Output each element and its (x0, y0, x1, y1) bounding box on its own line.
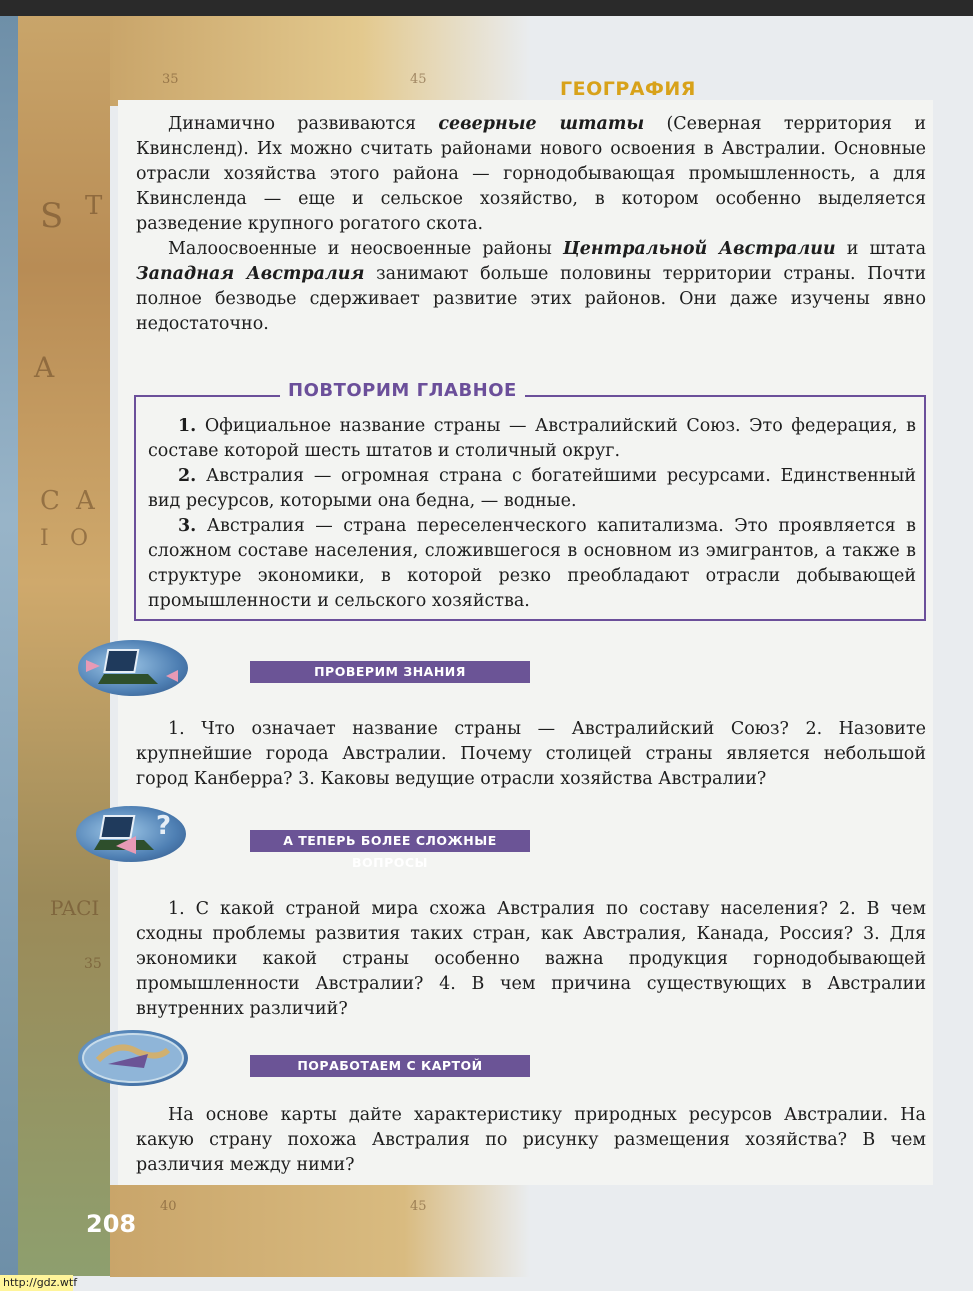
map-degree: 35 (84, 956, 102, 972)
map-degree: 45 (410, 72, 427, 87)
map-letter: S (40, 196, 64, 236)
summary-item-number: 2. (178, 466, 197, 486)
harder-questions-text: 1. С какой страной мира схожа Австралия по составу населения? 2. В чем сходны проблемы развития таких стран, как Австралия, Канада, Россия? 3. Для экономики какой страны особенно важна продукция горнодобывающей промышленности Австралии? 4. В чем причина существующих в Австралии внутренних различий? (136, 899, 926, 1019)
summary-item-text: Австралия — огромная страна с богатейшими ресурсами. Единственный вид ресурсов, которыми она бедна, — водные. (148, 466, 916, 511)
sidebar-blue-strip (0, 16, 18, 1276)
map-degree: 35 (162, 72, 179, 87)
paragraph-text: (Северная территория и Квинсленд). Их можно считать районами нового освоения в Австралии. Основные отрасли хозяйства этого района — горнодобывающая промышленность, а для Квинсленда — еще и сельское хозяйство, в котором особенно выделяется разведение крупного рогатого скота. (136, 114, 926, 234)
summary-title: ПОВТОРИМ ГЛАВНОЕ (280, 380, 525, 401)
scan-top-edge (0, 0, 973, 16)
paragraph-text: и штата (835, 239, 926, 259)
summary-item (148, 464, 916, 514)
paragraph-central-australia (136, 237, 926, 337)
paragraph-northern-states (136, 112, 926, 237)
summary-item (148, 414, 916, 464)
map-degree: 45 (410, 1199, 427, 1214)
map-letter: A (76, 486, 95, 516)
map-letter: A (34, 351, 55, 384)
map-letter: C (40, 486, 60, 516)
laptop-question-icon (76, 806, 186, 862)
map-degree: 40 (160, 1199, 177, 1214)
svg-text:?: ? (156, 811, 172, 841)
page-header-subject: ГЕОГРАФИЯ (560, 78, 696, 100)
emphasis-term: Западная Австралия (136, 264, 365, 284)
check-knowledge-label: ПРОВЕРИМ ЗНАНИЯ (250, 661, 530, 683)
map-work-task: На основе карты дайте характеристику природных ресурсов Австралии. На какую страну похожа Австралия по рисунку размещения хозяйства? В чем различия между ними? (136, 1105, 926, 1175)
decorative-map-top (110, 16, 530, 106)
watermark-link[interactable]: http://gdz.wtf (0, 1275, 73, 1291)
decorative-map-bottom (110, 1185, 530, 1277)
summary-item-text: Официальное название страны — Австралийский Союз. Это федерация, в составе которой шесть штатов и столичный округ. (148, 416, 916, 461)
summary-item (148, 514, 916, 614)
summary-item-number: 1. (178, 416, 197, 436)
paragraph-text: занимают больше половины территории страны. Почти полное безводье сдерживает развитие этих районов. Они даже изучены явно недостаточно. (136, 264, 926, 334)
emphasis-term: Центральной Австралии (562, 239, 836, 259)
paragraph-text: Малоосвоенные и неосвоенные районы (168, 239, 563, 259)
harder-questions-label: А ТЕПЕРЬ БОЛЕЕ СЛОЖНЫЕ ВОПРОСЫ (250, 830, 530, 852)
emphasis-term: северные штаты (438, 114, 645, 134)
summary-item-number: 3. (178, 516, 197, 536)
globe-map-icon (78, 1030, 188, 1086)
map-letter: I (40, 526, 49, 551)
paragraph-text: Динамично развиваются (168, 114, 439, 134)
page-number: 208 (86, 1210, 137, 1238)
laptop-icon (78, 640, 188, 696)
check-knowledge-questions: 1. Что означает название страны — Австралийский Союз? 2. Назовите крупнейшие города Австралии. Почему столицей страны является небольшой город Канберра? 3. Каковы ведущие отрасли хозяйства Австралии? (136, 719, 926, 789)
map-letter: PACI (50, 896, 100, 920)
map-letter: T (85, 191, 103, 221)
summary-item-text: Австралия — страна переселенческого капитализма. Это проявляется в сложном составе населения, сложившегося в основном из эмигрантов, а также в структуре экономики, в которой резко преобладают отрасли добывающей промышленности и сельского хозяйства. (148, 516, 916, 611)
map-letter: O (70, 526, 89, 551)
map-work-label: ПОРАБОТАЕМ С КАРТОЙ (250, 1055, 530, 1077)
